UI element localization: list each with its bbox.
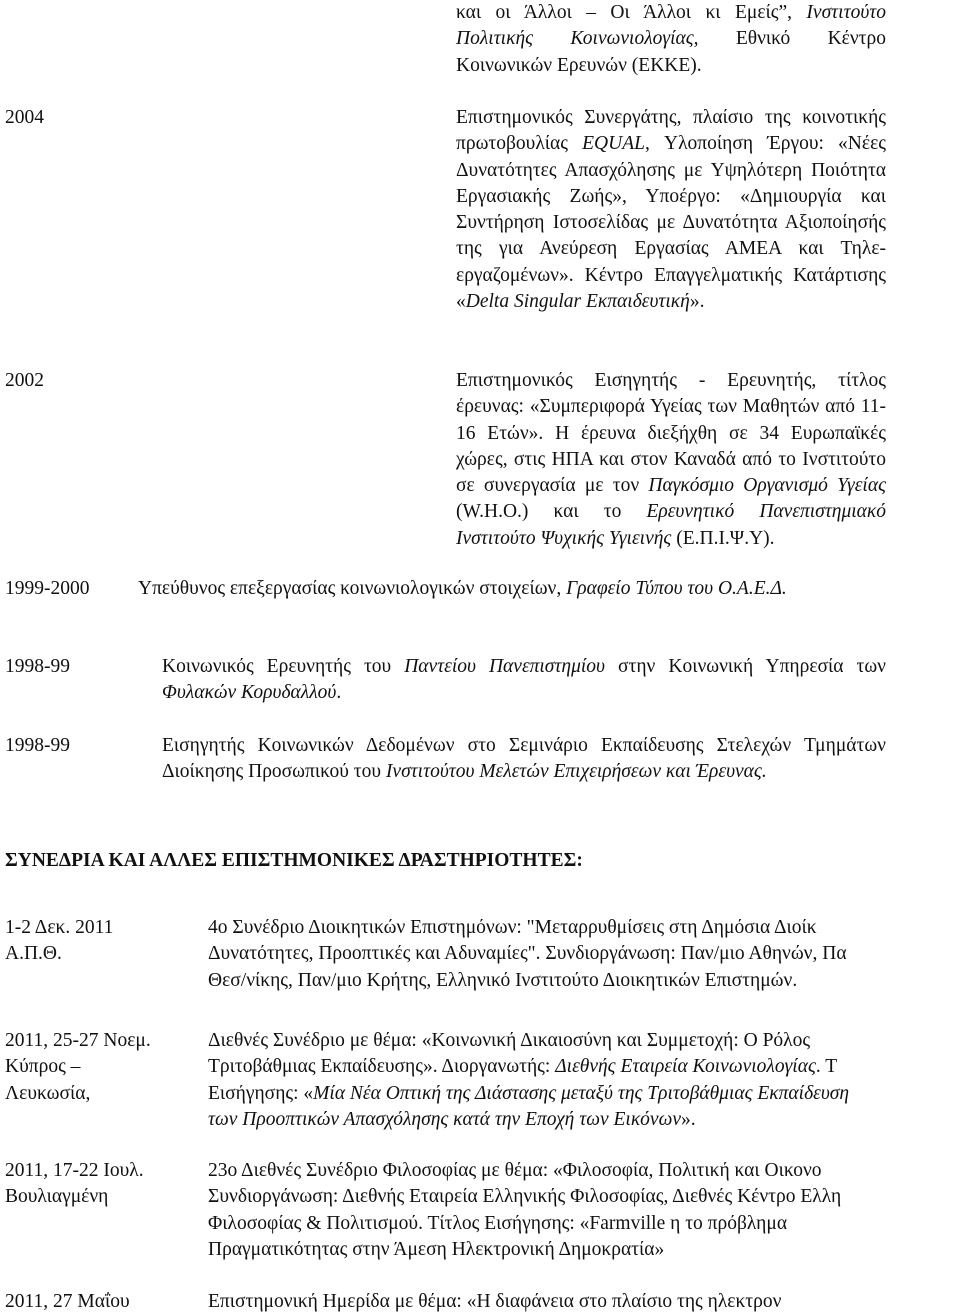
text-run: , Εθνικό Κέντρο Κοινωνικών Ερευνών (ΕΚΚΕ). bbox=[456, 28, 887, 76]
text-run: Υπεύθυνος επεξεργασίας κοινωνιολογικών στοιχείων, bbox=[138, 578, 567, 599]
italic-text: Ινστιτούτο Πολιτικής Κοινωνιολογίας bbox=[456, 2, 886, 50]
entry-date: 1998-99 bbox=[5, 735, 70, 756]
italic-text: των Προοπτικών Απασχόλησης κατά την Εποχή των Εικόνων bbox=[208, 1108, 682, 1130]
conference-line bbox=[208, 1211, 960, 1237]
text-run: στην Κοινωνική Υπηρεσία των bbox=[605, 656, 887, 677]
conference-date-line: 1-2 Δεκ. 2011 bbox=[5, 917, 114, 938]
entry-text bbox=[456, 0, 886, 79]
text-run: και οι Άλλοι – Οι Άλλοι κι Εμείς”, bbox=[456, 2, 807, 23]
conference-line bbox=[208, 1289, 960, 1315]
entry-date: 1998-99 bbox=[5, 656, 70, 677]
italic-text: EQUAL bbox=[582, 133, 645, 155]
conference-line bbox=[208, 1107, 960, 1133]
conference-date-line: Λευκωσία, bbox=[5, 1082, 91, 1104]
entry-text bbox=[162, 733, 886, 786]
conference-date-line: 2011, 17-22 Ιουλ. bbox=[5, 1160, 144, 1181]
conference-text bbox=[208, 1028, 960, 1133]
text-run: Εισηγητής Κοινωνικών Δεδομένων στο Σεμινάριο Εκπαίδευσης Στελεχών Τμημάτων Διοίκησης Προσωπικού του bbox=[162, 735, 886, 783]
conference-line bbox=[208, 1028, 960, 1054]
entry-date: 2004 bbox=[5, 107, 44, 128]
conference-date bbox=[5, 915, 113, 968]
text-run: Διεθνές Συνέδριο με θέμα: «Κοινωνική Δικαιοσύνη και Συμμετοχή: Ο Ρόλος bbox=[208, 1030, 811, 1051]
conference-text bbox=[208, 915, 960, 994]
conference-date-line: Α.Π.Θ. bbox=[5, 943, 62, 965]
text-run: ». bbox=[681, 1108, 696, 1130]
conference-date-line: Βουλιαγμένη bbox=[5, 1186, 109, 1208]
text-run: Θεσ/νίκης, Παν/μιο Κρήτης, Ελληνικό Ινστιτούτο Διοικητικών Επιστημών. bbox=[208, 969, 798, 991]
conference-date bbox=[5, 1289, 130, 1315]
text-run: Συνδιοργάνωση: Διεθνής Εταιρεία Ελληνικής Φιλοσοφίας, Διεθνές Κέντρο Ελλη bbox=[208, 1186, 842, 1208]
text-run: Εισήγησης: « bbox=[208, 1082, 314, 1104]
entry-date: 1999-2000 bbox=[5, 578, 90, 599]
conference-line bbox=[208, 968, 960, 994]
text-run: Δυνατότητες, Προοπτικές και Αδυναμίες". Συνδιοργάνωση: Παν/μιο Αθηνών, Πα bbox=[208, 943, 847, 965]
entry-text bbox=[456, 368, 886, 552]
entry-date: 2002 bbox=[5, 370, 44, 391]
entry-text bbox=[456, 105, 886, 315]
text-run: 23ο Διεθνές Συνέδριο Φιλοσοφίας με θέμα: «Φιλοσοφία, Πολιτική και Οικονο bbox=[208, 1160, 822, 1181]
italic-text: Μία Νέα Οπτική της Διάστασης μεταξύ της Τριτοβάθμιας Εκπαίδευση bbox=[313, 1082, 850, 1104]
text-run: Επιστημονικός Εισηγητής - Ερευνητής, τίτλος έρευνας: «Συμπεριφορά Υγείας των Μαθητών από 11-16 Ετών». Η έρευνα διεξήχθη σε 34 Ευρωπαϊκές χώρες, στις ΗΠΑ και στον Καναδά από το Ινστιτούτο σε συνεργασία με τον bbox=[456, 370, 886, 497]
italic-text: Ινστιτούτου Μελετών Επιχειρήσεων και Έρευνας. bbox=[385, 761, 767, 783]
conference-line bbox=[208, 1054, 960, 1080]
conference-text bbox=[208, 1158, 960, 1263]
conference-text bbox=[208, 1289, 960, 1315]
text-run: . bbox=[336, 682, 342, 704]
italic-text: Φυλακών Κορυδαλλού bbox=[162, 682, 337, 704]
italic-text: Γραφείο Τύπου του Ο.Α.Ε.Δ. bbox=[566, 578, 787, 599]
text-run: Τριτοβάθμιας Εκπαίδευσης». Διοργανωτής: bbox=[208, 1056, 556, 1078]
text-run: ». bbox=[689, 291, 705, 313]
text-run: . Τ bbox=[815, 1056, 838, 1078]
italic-text: Παντείου Πανεπιστημίου bbox=[404, 656, 605, 677]
conference-line bbox=[208, 1184, 960, 1210]
entry-text bbox=[138, 576, 787, 602]
conference-date-line: 2011, 27 Μαΐου bbox=[5, 1291, 130, 1312]
text-run: Φιλοσοφίας & Πολιτισμού. Τίτλος Εισήγησης: «Farmville η το πρόβλημα bbox=[208, 1212, 788, 1234]
conference-date bbox=[5, 1028, 151, 1107]
text-run: Επιστημονικός Συνεργάτης, πλαίσιο της κοινοτικής πρωτοβουλίας bbox=[456, 107, 886, 155]
text-run: 4ο Συνέδριο Διοικητικών Επιστημόνων: "Μεταρρυθμίσεις στη Δημόσια Διοίκ bbox=[208, 917, 817, 938]
text-run: Κοινωνικός Ερευνητής του bbox=[162, 656, 405, 677]
italic-text: Delta Singular Εκπαιδευτική bbox=[465, 291, 690, 313]
text-run: , Υλοποίηση Έργου: «Νέες Δυνατότητες Απασχόλησης με Υψηλότερη Ποιότητα Εργασιακής Ζωής», Υποέργο: «Δημιουργία και Συντήρηση Ιστοσελίδας με Δυνατότητα Αξιοποίησής της για Ανεύρεση Εργασίας ΑΜΕΑ και Τηλε-εργαζομένων». Κέντρο Επαγγελματικής Κατάρτισης « bbox=[456, 133, 886, 313]
conference-line bbox=[208, 941, 960, 967]
text-run: (Ε.Π.Ι.Ψ.Υ). bbox=[671, 527, 775, 549]
text-run: (W.H.O.) και το bbox=[456, 501, 647, 523]
text-run: Επιστημονική Ημερίδα με θέμα: «Η διαφάνεια στο πλαίσιο της ηλεκτρον bbox=[208, 1291, 782, 1312]
conference-date bbox=[5, 1158, 144, 1211]
section-heading: ΣΥΝΕΔΡΙΑ ΚΑΙ ΑΛΛΕΣ ΕΠΙΣΤΗΜΟΝΙΚΕΣ ΔΡΑΣΤΗΡΙΟΤΗΤΕΣ: bbox=[5, 850, 583, 871]
conference-line bbox=[208, 1158, 960, 1184]
conference-date-line: 2011, 25-27 Νοεμ. bbox=[5, 1030, 151, 1051]
entry-text bbox=[162, 654, 886, 707]
conference-line bbox=[208, 1081, 960, 1107]
italic-text: Παγκόσμιο Οργανισμό Υγείας bbox=[648, 475, 886, 497]
conference-date-line: Κύπρος – bbox=[5, 1056, 81, 1078]
italic-text: Διεθνής Εταιρεία Κοινωνιολογίας bbox=[555, 1056, 816, 1078]
conference-line bbox=[208, 1237, 960, 1263]
italic-text: Ερευνητικό Πανεπιστημιακό Ινστιτούτο Ψυχικής Υγιεινής bbox=[456, 501, 886, 549]
text-run: Πραγματικότητας στην Άμεση Ηλεκτρονική Δημοκρατία» bbox=[208, 1238, 665, 1260]
conference-line bbox=[208, 915, 960, 941]
